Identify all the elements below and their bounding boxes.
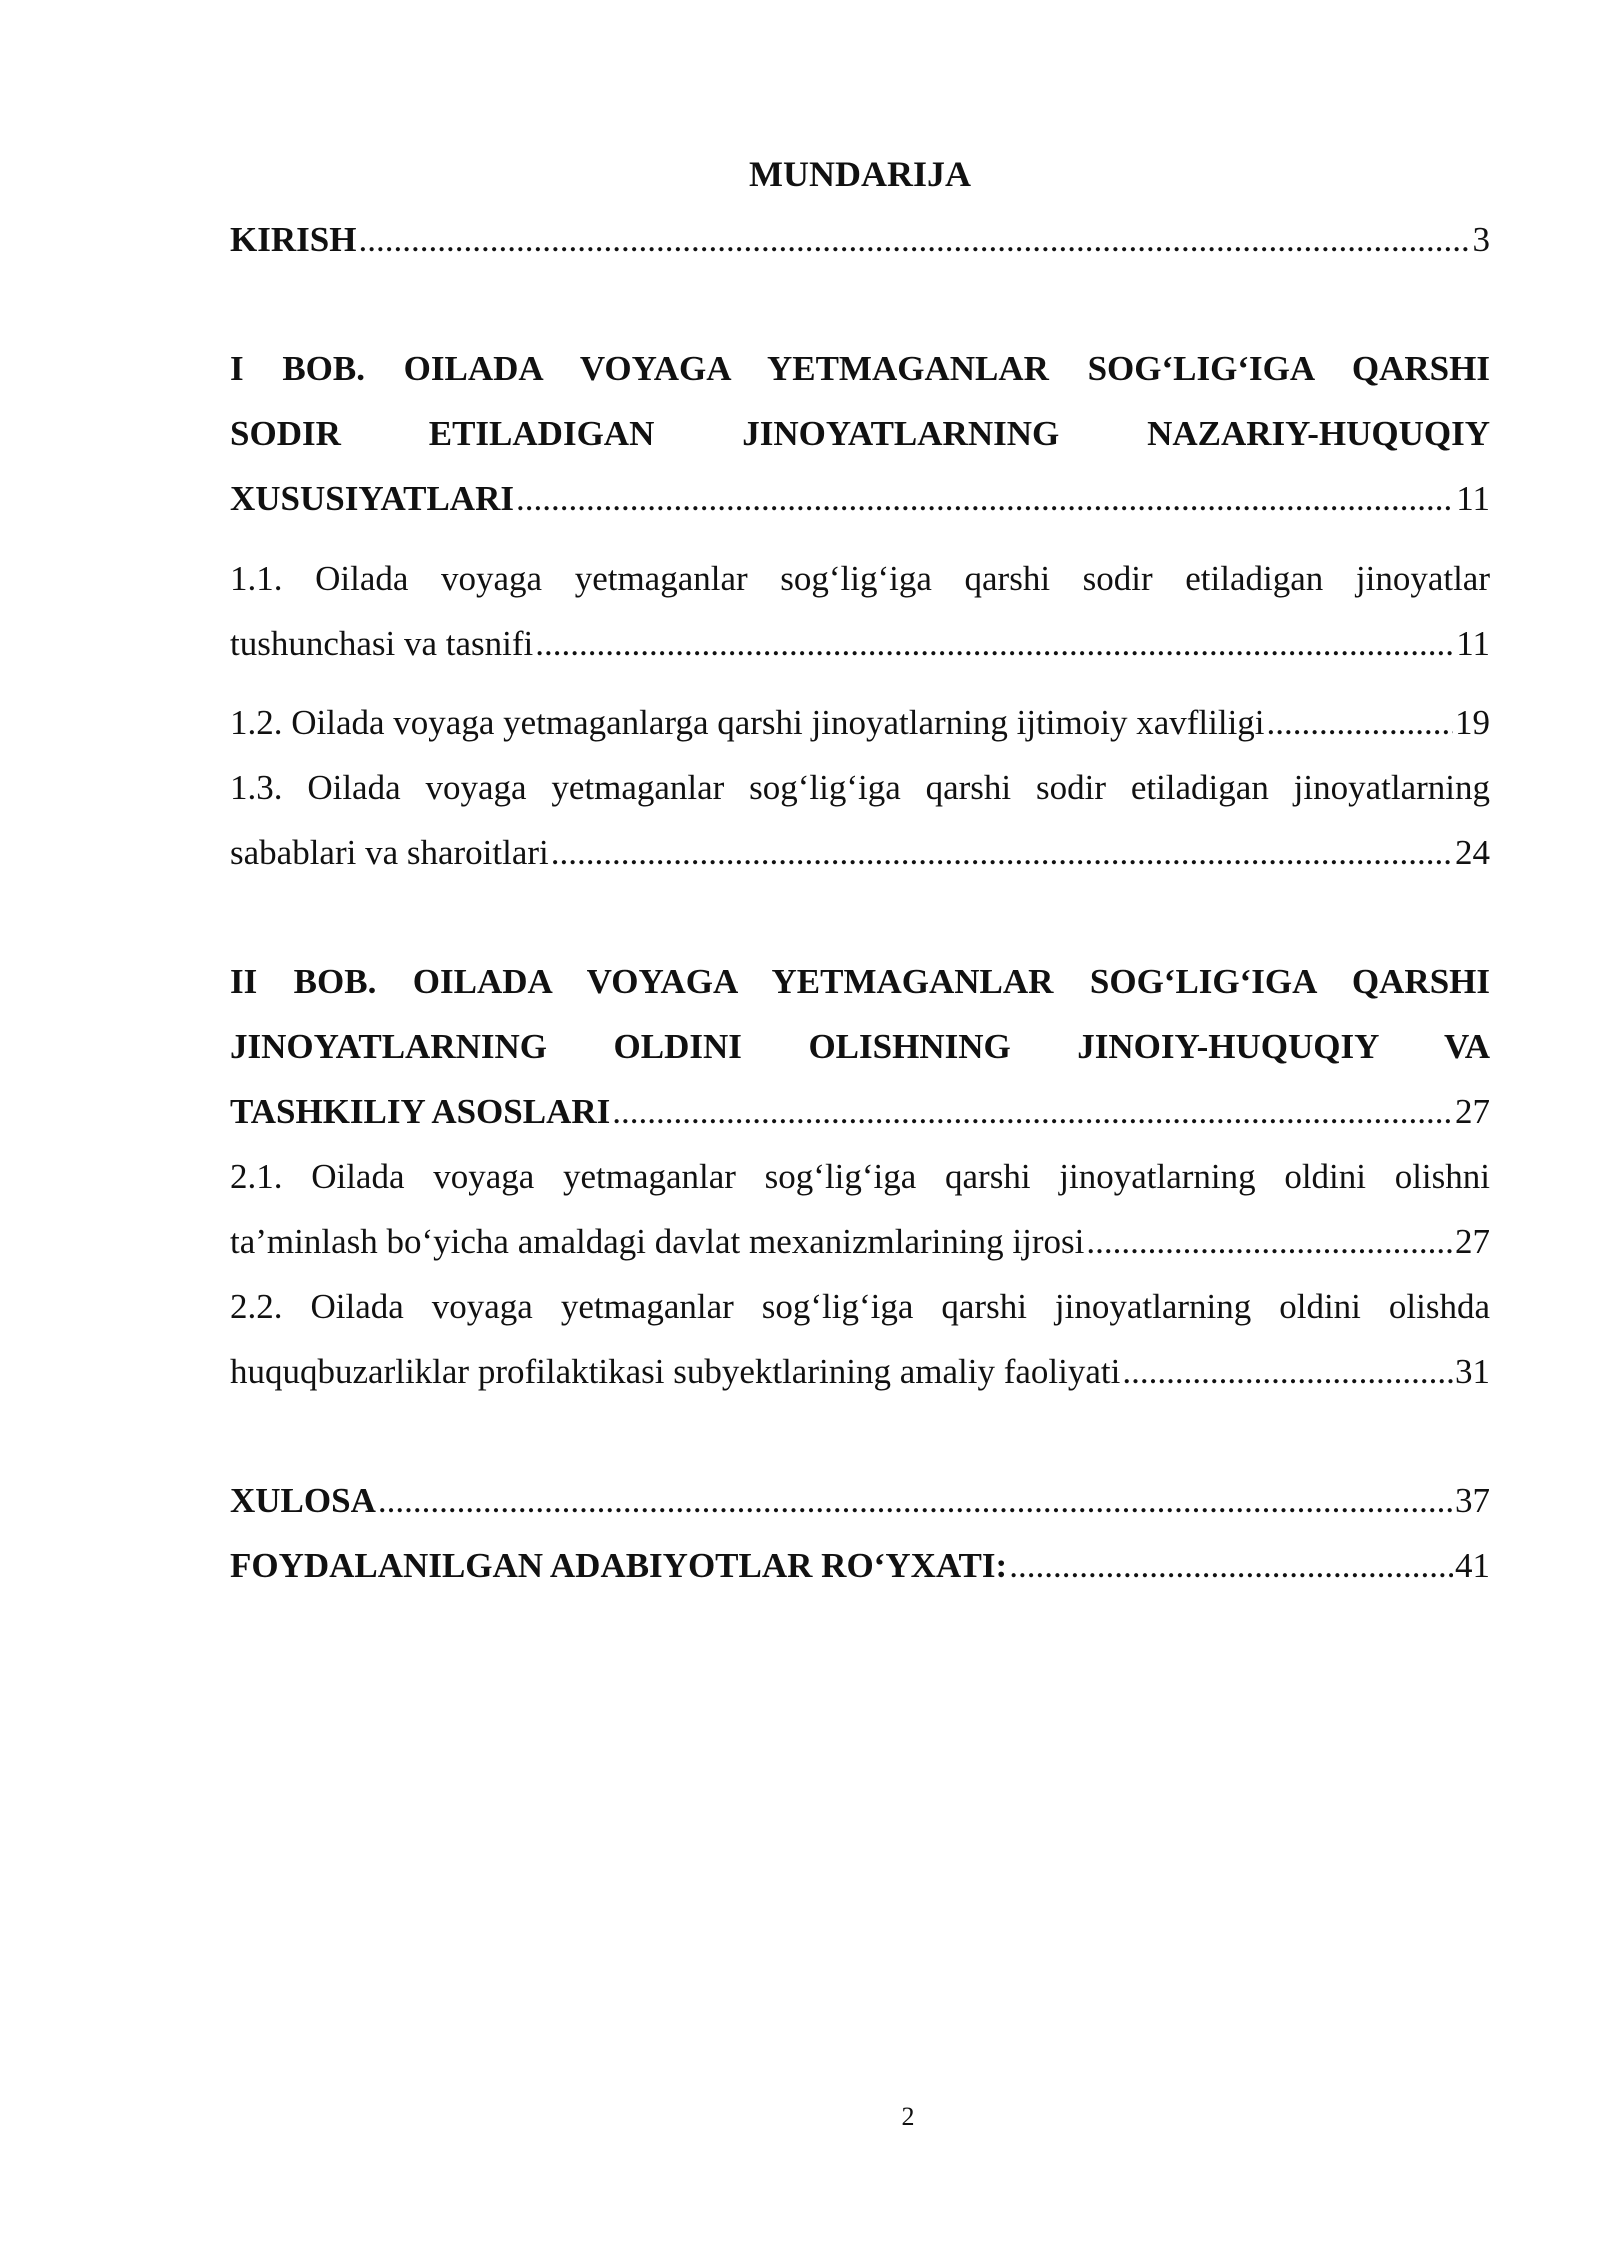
dot-leader [358,207,1470,272]
toc-entry-label: KIRISH [230,220,357,259]
toc-entry-xulosa[interactable] [230,1468,1490,1533]
toc-entry-label: XUSUSIYATLARI [230,479,514,518]
toc-entry-line: II BOB. OILADA VOYAGA YETMAGANLAR SOG‘LIG‘IGA QARSHI [230,962,1490,1001]
page-number-footer: 2 [901,2102,915,2131]
toc-entry-line: JINOYATLARNING OLDINI OLISHNING JINOIY-HUQUQIY VA [230,1027,1490,1066]
dot-leader [1086,1209,1453,1274]
dot-leader [516,466,1454,531]
toc-page-number: 11 [1456,479,1490,518]
dot-leader [378,1468,1453,1533]
toc-entry-line: 1.1. Oilada voyaga yetmaganlar sog‘lig‘iga qarshi sodir etiladigan jinoyatlar [230,559,1490,598]
toc-entry-label: tushunchasi va tasnifi [230,624,534,663]
toc-entry-label: sabablari va sharoitlari [230,833,549,872]
dot-leader [551,820,1453,885]
toc-entry-label: TASHKILIY ASOSLARI [230,1092,611,1131]
toc-entry-section-2-2[interactable] [230,1274,1490,1404]
toc-page-number: 3 [1472,220,1490,259]
toc-entry-section-1-1[interactable] [230,546,1490,676]
toc-page-number: 24 [1455,833,1490,872]
toc-entry-line: SODIR ETILADIGAN JINOYATLARNING NAZARIY-HUQUQIY [230,414,1490,453]
dot-leader [535,611,1454,676]
toc-entry-section-2-1[interactable] [230,1144,1490,1274]
toc-entry-chapter-1[interactable] [230,336,1490,531]
toc-page-number: 37 [1455,1481,1490,1520]
toc-entry-label: ta’minlash bo‘yicha amaldagi davlat mexanizmlarining ijrosi [230,1222,1085,1261]
toc-entry-line: I BOB. OILADA VOYAGA YETMAGANLAR SOG‘LIG‘IGA QARSHI [230,349,1490,388]
toc-page-number: 11 [1456,624,1490,663]
toc-entry-line: 2.2. Oilada voyaga yetmaganlar sog‘lig‘iga qarshi jinoyatlarning oldini olishda [230,1287,1490,1326]
toc-entry-label: 1.2. Oilada voyaga yetmaganlarga qarshi jinoyatlarning ijtimoiy xavfliligi [230,703,1265,742]
toc-entry-line: 2.1. Oilada voyaga yetmaganlar sog‘lig‘iga qarshi jinoyatlarning oldini olishni [230,1157,1490,1196]
toc-page-number: 27 [1455,1222,1490,1261]
toc-page-number: 41 [1455,1546,1490,1585]
dot-leader [612,1079,1453,1144]
toc-entry-kirish[interactable] [230,207,1490,272]
dot-leader [1122,1339,1453,1404]
dot-leader [1267,690,1453,755]
toc-entry-chapter-2[interactable] [230,949,1490,1144]
toc-page-number: 27 [1455,1092,1490,1131]
toc-entry-references[interactable] [230,1533,1490,1598]
toc-entry-label: XULOSA [230,1481,376,1520]
toc-entry-label: huquqbuzarliklar profilaktikasi subyektlarining amaliy faoliyati [230,1352,1121,1391]
toc-entry-label: FOYDALANILGAN ADABIYOTLAR RO‘YXATI: [230,1546,1008,1585]
toc-page-number: 31 [1455,1352,1490,1391]
toc-entry-section-1-2[interactable] [230,690,1490,755]
page-title: MUNDARIJA [749,154,971,194]
dot-leader [1009,1533,1453,1598]
toc-page-number: 19 [1455,703,1490,742]
toc-entry-line: 1.3. Oilada voyaga yetmaganlar sog‘lig‘iga qarshi sodir etiladigan jinoyatlarning [230,768,1490,807]
toc-entry-section-1-3[interactable] [230,755,1490,885]
